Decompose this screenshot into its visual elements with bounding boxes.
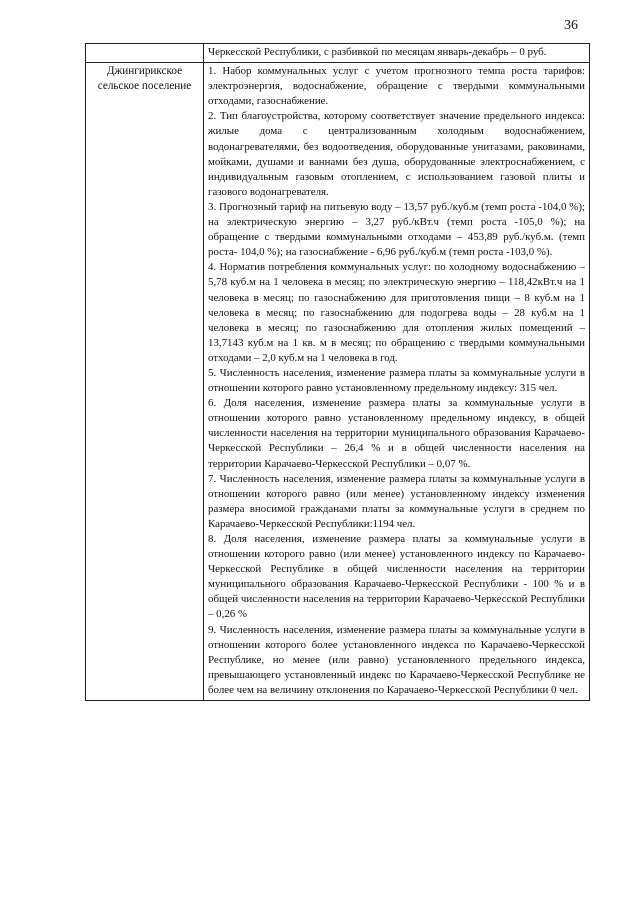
indicators-cell: [204, 63, 590, 701]
continuation-text: Черкесской Республики, с разбивкой по месяцам январь-декабрь – 0 руб.: [204, 44, 590, 63]
indicator-item-1: 1. Набор коммунальных услуг с учетом прогнозного темпа роста тарифов: электроэнергия, водоснабжение, обращение с твердыми коммунальными отходами, газоснабжение.: [208, 65, 585, 108]
settlement-cell-empty: [86, 44, 204, 63]
indicator-item-7: 7. Численность населения, изменение размера платы за коммунальные услуги в отношении которого равно (или менее) установленному индексу изменения размера вносимой гражданами платы за коммунальные услуги в среднем по Карачаево-Черкесской Республики:1194 чел.: [208, 472, 585, 530]
indicator-item-6: 6. Доля населения, изменение размера платы за коммунальные услуги в отношении которого равно установленному предельному индексу, в общей численности населения на территории муниципального образования Карачаево-Черкесской Республики – 26,4 % и в общей численности населения на территории Карачаево-Черкесской Республики – 0,07 %.: [208, 397, 585, 470]
indicator-item-5: 5. Численность населения, изменение размера платы за коммунальные услуги в отношении которого равно установленному предельному индексу: 315 чел.: [208, 366, 585, 395]
indicator-table: [85, 43, 590, 701]
indicator-item-8: 8. Доля населения, изменение размера платы за коммунальные услуги в отношении которого равно (или менее) установленного индексу по Карачаево-Черкесской Республике в общей численности населения на территории муниципального образования Карачаево-Черкесской Республики - 100 % и в общей численности населения на территории Карачаево-Черкесской Республики – 0,26 %: [208, 533, 585, 621]
indicator-item-3: 3. Прогнозный тариф на питьевую воду – 13,57 руб./куб.м (темп роста -104,0 %); на электрическую энергию – 3,27 руб./кВт.ч (темп роста -105,0 %); на обращение с твердыми коммунальными отходами – 453,89 руб./куб.м. (темп роста- 104,0 %); на газоснабжение - 6,96 руб./куб.м (темп роста -103,0 %).: [208, 200, 585, 259]
table-row-dzhingirik: [86, 63, 590, 701]
settlement-name: Джингирикское сельское поселение: [86, 63, 204, 701]
indicator-item-2: 2. Тип благоустройства, которому соответствует значение предельного индекса: жилые дома с централизованным холодным водоснабжением, водонагревателями, без водоотведения, оборудованные унитазами, раковинами, мойками, душами и ваннами без душа, оборудованные электроснабжением, с индивидуальным газовым отоплением, с использованием газовой плиты и газового водонагревателя.: [208, 110, 585, 198]
page-number: 36: [564, 18, 578, 33]
table-row-continuation: [86, 44, 590, 63]
indicator-item-4: 4. Норматив потребления коммунальных услуг: по холодному водоснабжению – 5,78 куб.м на 1 человека в месяц; по электрическую энергию – 118,42кВт.ч на 1 человека в месяц; по газоснабжению для приготовления пищи – 8 куб.м на 1 человека в месяц; по газоснабжению для подогрева воды – 28 куб.м на 1 человека в месяц; по газоснабжению для отопления жилых помещений – 13,7143 куб.м на 1 кв. м в месяц; по обращению с твердыми коммунальными отходами – 2,0 куб.м на 1 человека в год.: [208, 261, 585, 364]
indicator-item-9: 9. Численность населения, изменение размера платы за коммунальные услуги в отношении которого более установленного индекса по Карачаево-Черкесской Республике, но менее (или равно) установленного предельного индекса, превышающего установленный индекс по Карачаево-Черкесской Республике не более чем на величину отклонения по Карачаево-Черкесской Республики 0 чел.: [208, 623, 585, 696]
